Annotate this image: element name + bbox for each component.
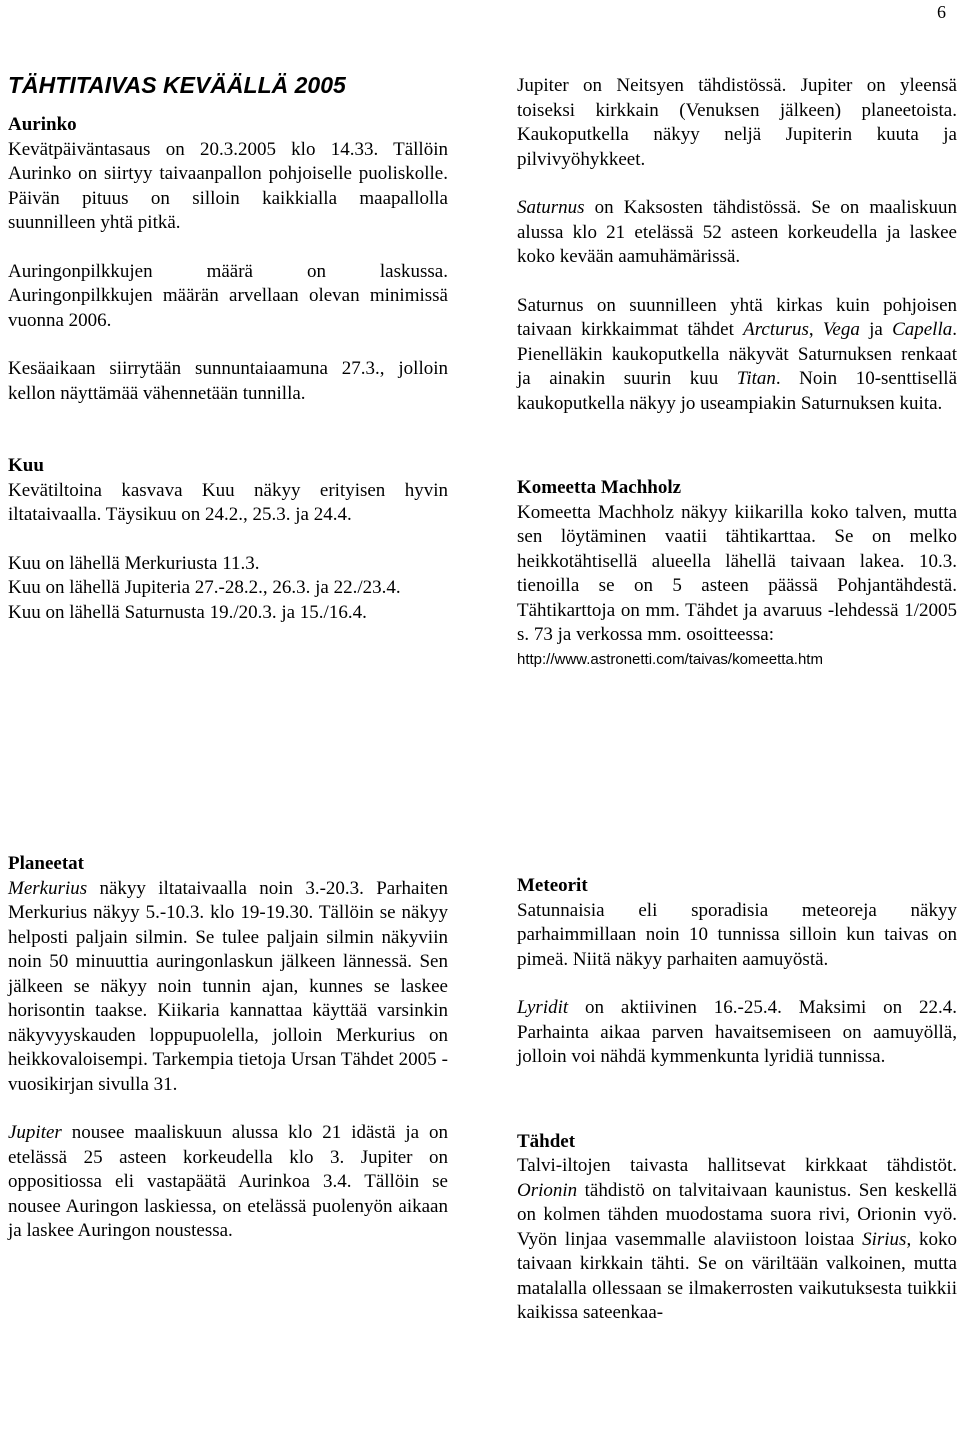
separator: , [808, 319, 823, 340]
star-name-sirius: Sirius [862, 1228, 907, 1250]
section-heading-komeetta: Komeetta Machholz [517, 477, 682, 498]
saturnus-name: Saturnus [517, 197, 585, 218]
column-right-top [517, 74, 957, 672]
star-name-vega: Vega [822, 319, 860, 340]
page-title: TÄHTITAIVAS KEVÄÄLLÄ 2005 [8, 72, 346, 98]
saturnus-paragraph-2 [517, 294, 957, 417]
komeetta-paragraph: Komeetta Machholz näkyy kiikarilla koko talven, mutta sen löytäminen vaatii tähtikarttaa. Se on melko heikkotähtisellä alueella lähellä taivaan lakea. 10.3. tienoilla se on 5 asteen päässä Pohjantähdestä. Tähtikarttoja on mm. Tähdet ja avaruus -lehdessä 1/2005 s. 73 ja verkossa mm. osoitteessa: [517, 501, 957, 645]
column-left-top [8, 71, 448, 625]
lyridit-name: Lyridit [517, 997, 569, 1018]
lyridit-paragraph [517, 996, 957, 1070]
page-number: 6 [937, 2, 946, 22]
moon-name-titan: Titan [736, 368, 776, 389]
kuu-paragraph-1: Kevätiltoina kasvava Kuu näkyy erityisen hyvin iltataivaalla. Täysikuu on 24.2., 25.3. ja 24.4. [8, 479, 448, 525]
section-heading-tahdet: Tähdet [517, 1130, 576, 1152]
column-right-bottom [517, 874, 957, 1326]
tahdet-text-c: , koko taivaan kirkkain tähti. Se on väriltään valkoinen, mutta matalalla ollessaan se ilmakerrosten vaikutuksesta tuikkii kaikissa sateenkaa- [517, 1228, 957, 1323]
column-left-bottom [8, 852, 448, 1244]
lyridit-text: on aktiivinen 16.-25.4. Maksimi on 22.4. Parhainta aikaa parven havaitsemiseen on aamuyöllä, jolloin voi nähdä kymmenkunta lyridiä tunnissa. [517, 997, 957, 1067]
saturnus-p2-text-c: . Noin 10-senttisellä kaukoputkella näkyy jo useampiakin Saturnuksen kuita. [517, 368, 958, 414]
section-heading-planeetat: Planeetat [8, 853, 84, 874]
conjunction: ja [859, 319, 893, 340]
saturnus-p2-text-a: Saturnus on suunnilleen yhtä kirkas kuin pohjoisen taivaan kirkkaimmat tähdet [517, 294, 957, 340]
aurinko-paragraph-1: Kevätpäiväntasaus on 20.3.2005 klo 14.33. Tällöin Aurinko on siirtyy taivaanpallon pohjoiselle puoliskolle. Päivän pituus on silloin kaikkialla maapallolla suunnilleen yhtä pitkä. [8, 138, 448, 233]
merkurius-text: näkyy iltataivaalla noin 3.-20.3. Parhaiten Merkurius näkyy 5.-10.3. klo 19-19.30. Tällöin se näkyy helposti paljain silmin. Se tulee paljain silmin näkyviin noin 50 minuuttia auringonlaskun jälkeen lännessä. Sen jälkeen se näkyy noin tunnin ajan, kunnes se laskee horisontin taakse. Kiikaria kannattaa käyttää varsinkin näkyvyyskauden loppupuolella, jolloin Merkurius on heikkovaloisempi. Tarkempia tietoja Ursan Tähdet 2005 -vuosikirjan sivulla 31. [8, 877, 448, 1095]
section-heading-kuu: Kuu [8, 455, 44, 476]
jupiter-paragraph [8, 1121, 448, 1244]
komeetta-url: http://www.astronetti.com/taivas/komeetta.htm [517, 650, 823, 668]
meteorit-paragraph-1: Satunnaisia eli sporadisia meteoreja näkyy parhaimmillaan noin 10 tunnissa silloin kun taivas on pimeä. Niitä näkyy parhaiten aamuyöstä. [517, 899, 957, 970]
jupiter-name: Jupiter [8, 1122, 62, 1143]
saturnus-p2-text-b: . Pienelläkin kaukoputkella näkyvät Saturnuksen renkaat ja ainakin suurin kuu [517, 319, 957, 389]
star-name-capella: Capella [892, 319, 953, 340]
tahdet-paragraph [517, 1154, 957, 1326]
section-heading-meteorit: Meteorit [517, 875, 588, 896]
merkurius-paragraph [8, 877, 448, 1098]
star-name-arcturus: Arcturus [743, 319, 809, 340]
aurinko-paragraph-3: Kesäaikaan siirrytään sunnuntaiaamuna 27.3., jolloin kellon näyttämää vähennetään tunnilla. [8, 358, 448, 404]
jupiter-continued-paragraph: Jupiter on Neitsyen tähdistössä. Jupiter on yleensä toiseksi kirkkain (Venuksen jälkeen) planeetoista. Kaukoputkella näkyy neljä Jupiterin kuuta ja pilvivyöhykkeet. [517, 75, 957, 170]
saturnus-text: on Kaksosten tähdistössä. Se on maaliskuun alussa klo 21 etelässä 52 asteen korkeudella ja laskee koko kevään aamuhämärissä. [517, 197, 957, 267]
constellation-name-orionin: Orionin [517, 1179, 578, 1201]
kuu-line-2: Kuu on lähellä Jupiteria 27.-28.2., 26.3. ja 22./23.4. [8, 577, 401, 598]
jupiter-text: nousee maaliskuun alussa klo 21 idästä ja on etelässä 25 asteen korkeudella klo 3. Jupiter on oppositiossa eli vastapäätä Aurinkoa 3.4. Tällöin se nousee Auringon laskiessa, on etelässä puolenyön aikaan ja laskee Auringon noustessa. [8, 1122, 448, 1241]
saturnus-paragraph-1 [517, 196, 957, 270]
merkurius-name: Merkurius [8, 877, 88, 899]
tahdet-text-b: tähdistö on talvitaivaan kaunistus. Sen keskellä on kolmen tähden muodostama suora rivi, Orionin vyö. Vyön linjaa vasemmalle alaviistoon loistaa [517, 1179, 957, 1250]
tahdet-text-a: Talvi-iltojen taivasta hallitsevat kirkkaat tähdistöt. [517, 1155, 957, 1176]
kuu-line-1: Kuu on lähellä Merkuriusta 11.3. [8, 552, 260, 574]
section-heading-aurinko: Aurinko [8, 114, 77, 135]
aurinko-paragraph-2: Auringonpilkkujen määrä on laskussa. Auringonpilkkujen määrän arvellaan olevan minimissä vuonna 2006. [8, 260, 448, 331]
kuu-line-3: Kuu on lähellä Saturnusta 19./20.3. ja 15./16.4. [8, 601, 367, 623]
